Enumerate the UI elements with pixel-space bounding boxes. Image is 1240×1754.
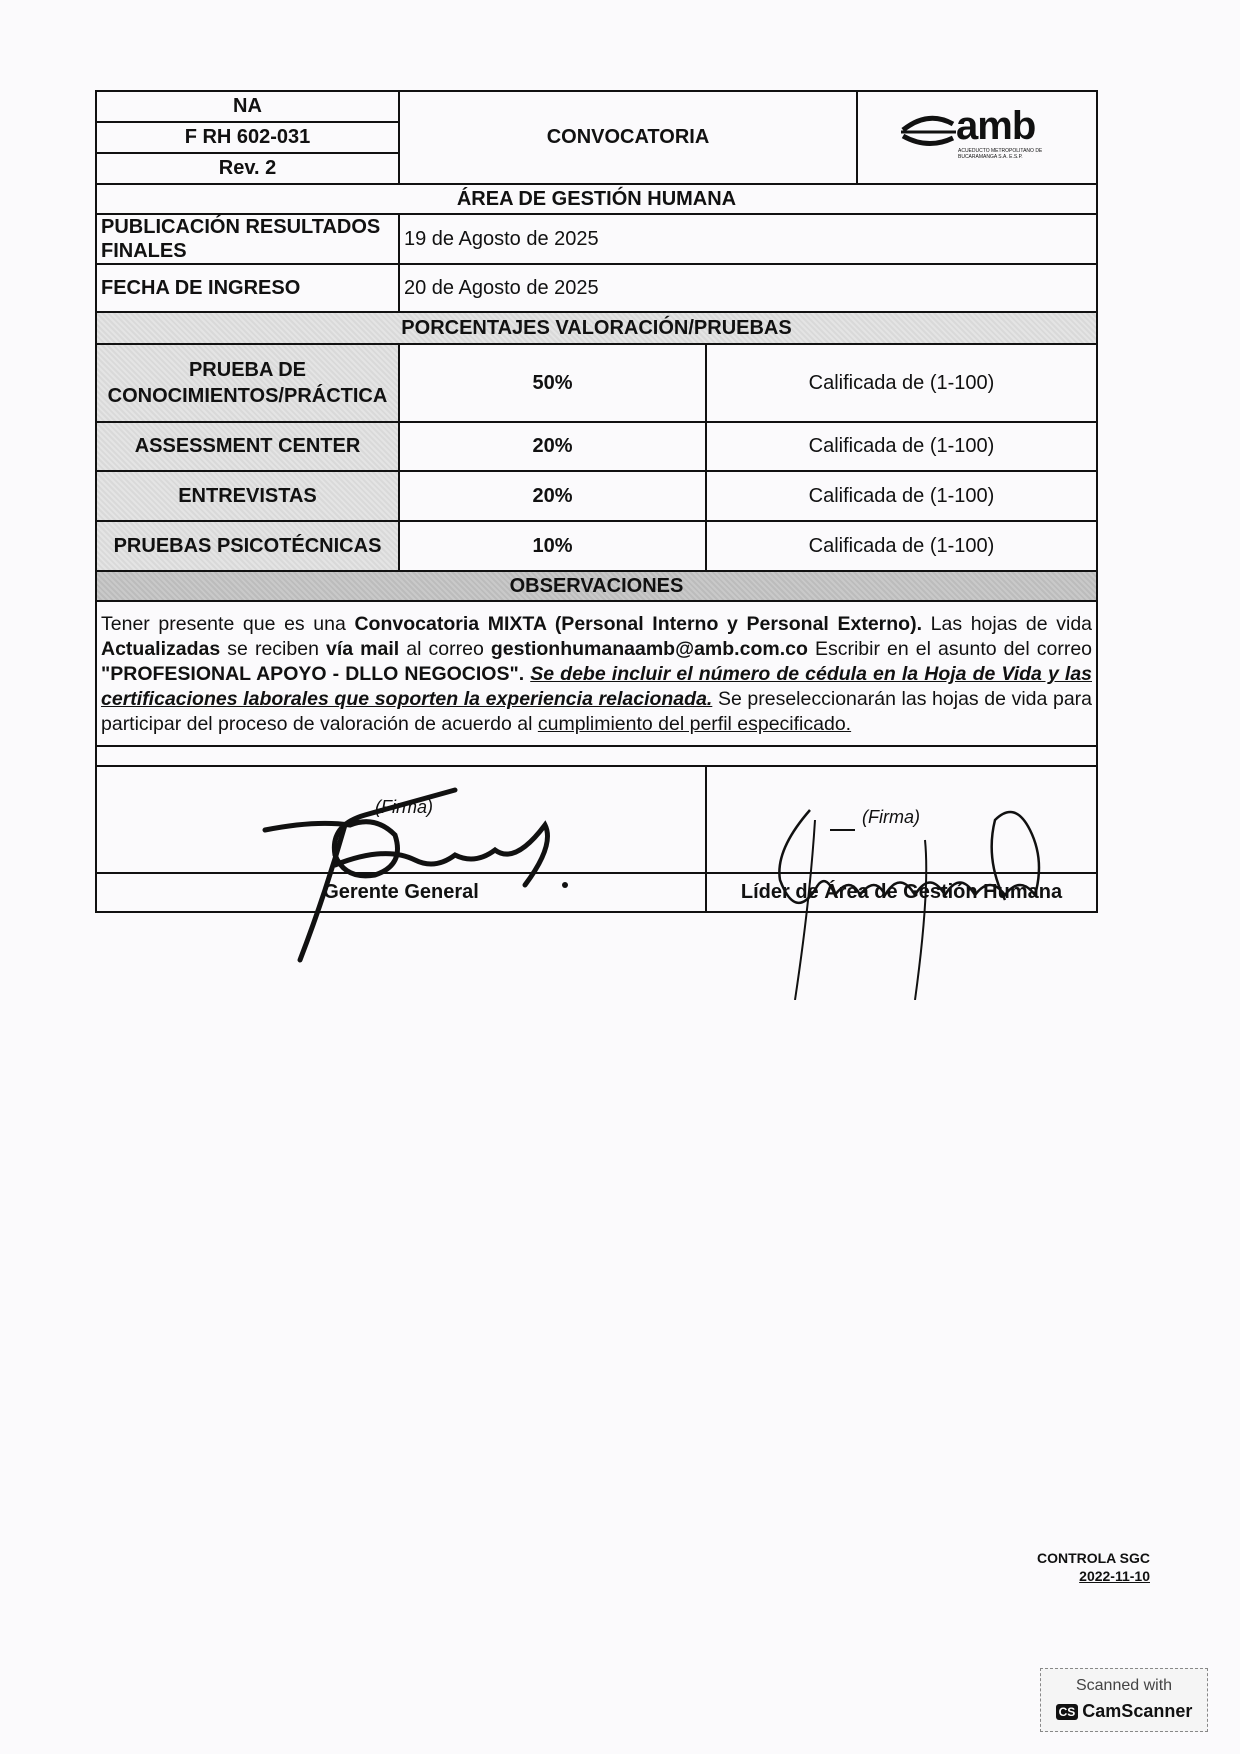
test-percent: 20% xyxy=(399,471,706,521)
obs-text: Escribir en el asunto del correo xyxy=(807,638,1093,660)
camscanner-watermark xyxy=(1040,1668,1208,1732)
info-table xyxy=(95,183,1098,767)
obs-requirement: Se debe incluir el número de cédula en la Hoja de Vida y las certificaciones laborales que soporten la experiencia relacionada. xyxy=(101,663,1093,710)
left-signer-role: Gerente General xyxy=(96,873,706,912)
code-na: NA xyxy=(96,91,399,122)
document-form xyxy=(95,90,1096,913)
test-row xyxy=(96,344,1097,422)
obs-email: gestionhumanaamb@amb.com.co xyxy=(490,638,808,660)
logo-waves-icon xyxy=(898,110,958,150)
obs-underlined: cumplimiento del perfil especificado. xyxy=(537,713,852,735)
date-value: 20 de Agosto de 2025 xyxy=(399,264,1097,312)
date-value: 19 de Agosto de 2025 xyxy=(399,214,1097,264)
camscanner-icon: CS xyxy=(1056,1704,1079,1720)
logo-text: amb xyxy=(956,104,1036,148)
camscanner-brand xyxy=(1041,1701,1207,1722)
observations-text xyxy=(96,601,1097,746)
test-percent: 20% xyxy=(399,422,706,471)
test-name: ASSESSMENT CENTER xyxy=(96,422,399,471)
obs-text: se reciben xyxy=(220,638,326,660)
obs-text: Se preseleccionarán las hojas de vida para participar del proceso de valoración de acuerdo al xyxy=(101,688,1092,735)
company-logo xyxy=(857,91,1097,184)
footer-date: 2022-11-10 xyxy=(1079,1568,1150,1584)
observations-title: OBSERVACIONES xyxy=(96,571,1097,601)
test-scale: Calificada de (1-100) xyxy=(706,521,1097,571)
test-row xyxy=(96,471,1097,521)
date-label: PUBLICACIÓN RESULTADOS FINALES xyxy=(96,214,399,264)
obs-bold: vía mail xyxy=(326,638,400,660)
footer-control xyxy=(1030,1549,1150,1585)
footer-line1: CONTROLA SGC xyxy=(1036,1550,1150,1566)
header-table xyxy=(95,90,1098,185)
signature-table xyxy=(95,765,1098,913)
obs-text: al correo xyxy=(399,638,491,660)
area-title: ÁREA DE GESTIÓN HUMANA xyxy=(96,184,1097,214)
date-row xyxy=(96,214,1097,264)
test-row xyxy=(96,521,1097,571)
obs-text: Las hojas de vida xyxy=(922,613,1093,635)
date-row xyxy=(96,264,1097,312)
date-label: FECHA DE INGRESO xyxy=(96,264,399,312)
obs-bold: Convocatoria MIXTA (Personal Interno y Personal Externo). xyxy=(354,613,922,635)
logo-subtext: ACUEDUCTO METROPOLITANO DE BUCARAMANGA S.A. E.S.P. xyxy=(958,148,1043,160)
spacer-row xyxy=(96,746,1097,766)
form-code: F RH 602-031 xyxy=(96,122,399,153)
test-percent: 10% xyxy=(399,521,706,571)
test-scale: Calificada de (1-100) xyxy=(706,344,1097,422)
left-signature-box xyxy=(96,766,706,873)
obs-text: Tener presente que es una xyxy=(101,613,355,635)
firma-label: (Firma) xyxy=(862,807,920,827)
test-percent: 50% xyxy=(399,344,706,422)
test-scale: Calificada de (1-100) xyxy=(706,471,1097,521)
right-signer-role: Líder de Área de Gestión Humana xyxy=(706,873,1097,912)
revision: Rev. 2 xyxy=(96,153,399,184)
test-name: PRUEBA DE CONOCIMIENTOS/PRÁCTICA xyxy=(96,344,399,422)
test-name: ENTREVISTAS xyxy=(96,471,399,521)
scanned-with-text: Scanned with xyxy=(1075,1677,1173,1694)
test-row xyxy=(96,422,1097,471)
right-signature-box xyxy=(706,766,1097,873)
test-scale: Calificada de (1-100) xyxy=(706,422,1097,471)
form-title: CONVOCATORIA xyxy=(399,91,857,184)
test-name: PRUEBAS PSICOTÉCNICAS xyxy=(96,521,399,571)
percentages-title: PORCENTAJES VALORACIÓN/PRUEBAS xyxy=(96,312,1097,344)
obs-bold: Actualizadas xyxy=(101,638,221,660)
obs-subject: "PROFESIONAL APOYO - DLLO NEGOCIOS". xyxy=(101,663,525,685)
firma-label: (Firma) xyxy=(375,797,433,817)
camscanner-text: CamScanner xyxy=(1082,1701,1193,1721)
